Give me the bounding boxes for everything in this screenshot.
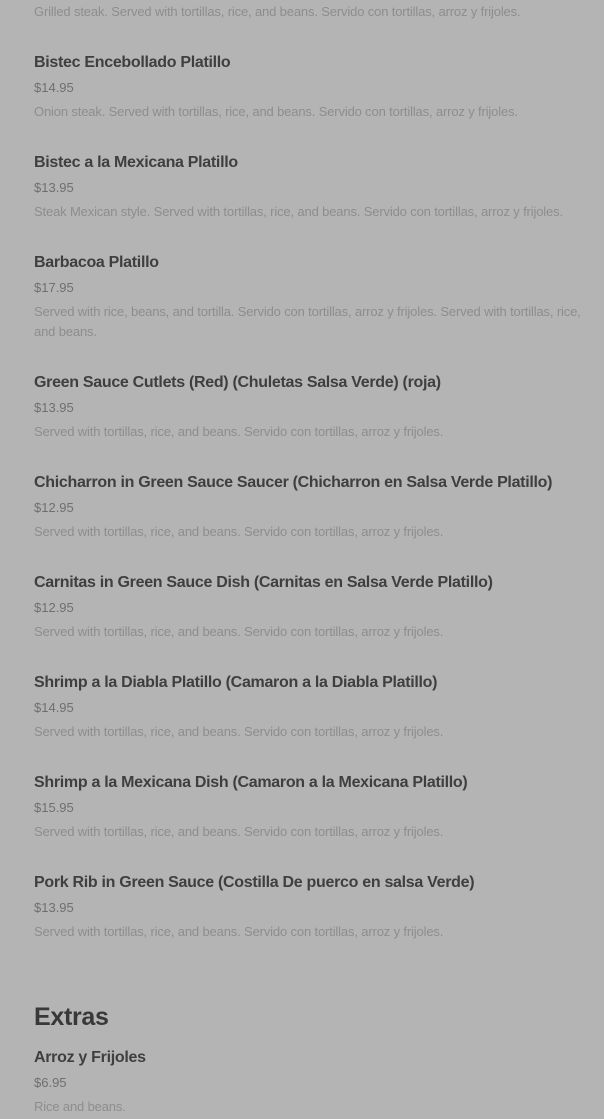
- menu-item-name: Pork Rib in Green Sauce (Costilla De puerco en salsa Verde): [34, 874, 475, 891]
- menu-item-description: Onion steak. Served with tortillas, rice, and beans. Servido con tortillas, arroz y frijoles.: [34, 104, 518, 119]
- menu-item[interactable]: [34, 252, 588, 342]
- menu-item[interactable]: [34, 472, 588, 542]
- menu-item-price: $14.95: [34, 700, 74, 715]
- menu-item-name: Chicharron in Green Sauce Saucer (Chicharron en Salsa Verde Platillo): [34, 474, 553, 491]
- menu-item-description: Served with rice, beans, and tortilla. Servido con tortillas, arroz y frijoles. Served with tortillas, rice, and beans.: [34, 304, 581, 339]
- menu-item-name: Shrimp a la Diabla Platillo (Camaron a la Diabla Platillo): [34, 674, 438, 691]
- menu-item-name: Carnitas in Green Sauce Dish (Carnitas en Salsa Verde Platillo): [34, 574, 493, 591]
- menu-item-description: Rice and beans.: [34, 1099, 126, 1114]
- menu-item-price: $12.95: [34, 500, 74, 515]
- menu-item[interactable]: [34, 572, 588, 642]
- menu-item-price: $13.95: [34, 900, 74, 915]
- menu-item-description: Served with tortillas, rice, and beans. Servido con tortillas, arroz y frijoles.: [34, 924, 444, 939]
- menu-item[interactable]: [34, 52, 588, 122]
- menu-item-price: $13.95: [34, 180, 74, 195]
- menu-item-price: $13.95: [34, 400, 74, 415]
- menu-item-description: Served with tortillas, rice, and beans. Servido con tortillas, arroz y frijoles.: [34, 724, 444, 739]
- section-heading-extras: Extras: [34, 1003, 109, 1031]
- menu-item[interactable]: [34, 1047, 588, 1117]
- menu-item-name: Green Sauce Cutlets (Red) (Chuletas Salsa Verde) (roja): [34, 374, 441, 391]
- menu-items: [34, 52, 588, 942]
- menu-item-name: Barbacoa Platillo: [34, 254, 159, 271]
- menu-item-partial-description[interactable]: Grilled steak. Served with tortillas, rice, and beans. Servido con tortillas, arroz y frijoles.: [34, 4, 521, 19]
- menu-item-price: $15.95: [34, 800, 74, 815]
- menu-item-description: Served with tortillas, rice, and beans. Servido con tortillas, arroz y frijoles.: [34, 424, 444, 439]
- menu-item-description: Served with tortillas, rice, and beans. Servido con tortillas, arroz y frijoles.: [34, 524, 444, 539]
- menu-item-description: Steak Mexican style. Served with tortillas, rice, and beans. Servido con tortillas, arroz y frijoles.: [34, 204, 563, 219]
- menu-item[interactable]: [34, 372, 588, 442]
- menu-item-name: Arroz y Frijoles: [34, 1049, 146, 1066]
- menu-item-name: Bistec a la Mexicana Platillo: [34, 154, 238, 171]
- menu-item-price: $17.95: [34, 280, 74, 295]
- menu-item-description: Served with tortillas, rice, and beans. Servido con tortillas, arroz y frijoles.: [34, 824, 444, 839]
- menu-item-price: $14.95: [34, 80, 74, 95]
- menu-item[interactable]: [34, 872, 588, 942]
- menu-item[interactable]: [34, 672, 588, 742]
- section-extras: [34, 1002, 588, 1117]
- menu-item-price: $12.95: [34, 600, 74, 615]
- extras-items: [34, 1047, 588, 1117]
- menu-item-description: Served with tortillas, rice, and beans. Servido con tortillas, arroz y frijoles.: [34, 624, 444, 639]
- menu-item-name: Bistec Encebollado Platillo: [34, 54, 231, 71]
- menu-item[interactable]: [34, 772, 588, 842]
- menu-item-name: Shrimp a la Mexicana Dish (Camaron a la Mexicana Platillo): [34, 774, 468, 791]
- menu-item[interactable]: [34, 152, 588, 222]
- menu-item-price: $6.95: [34, 1075, 67, 1090]
